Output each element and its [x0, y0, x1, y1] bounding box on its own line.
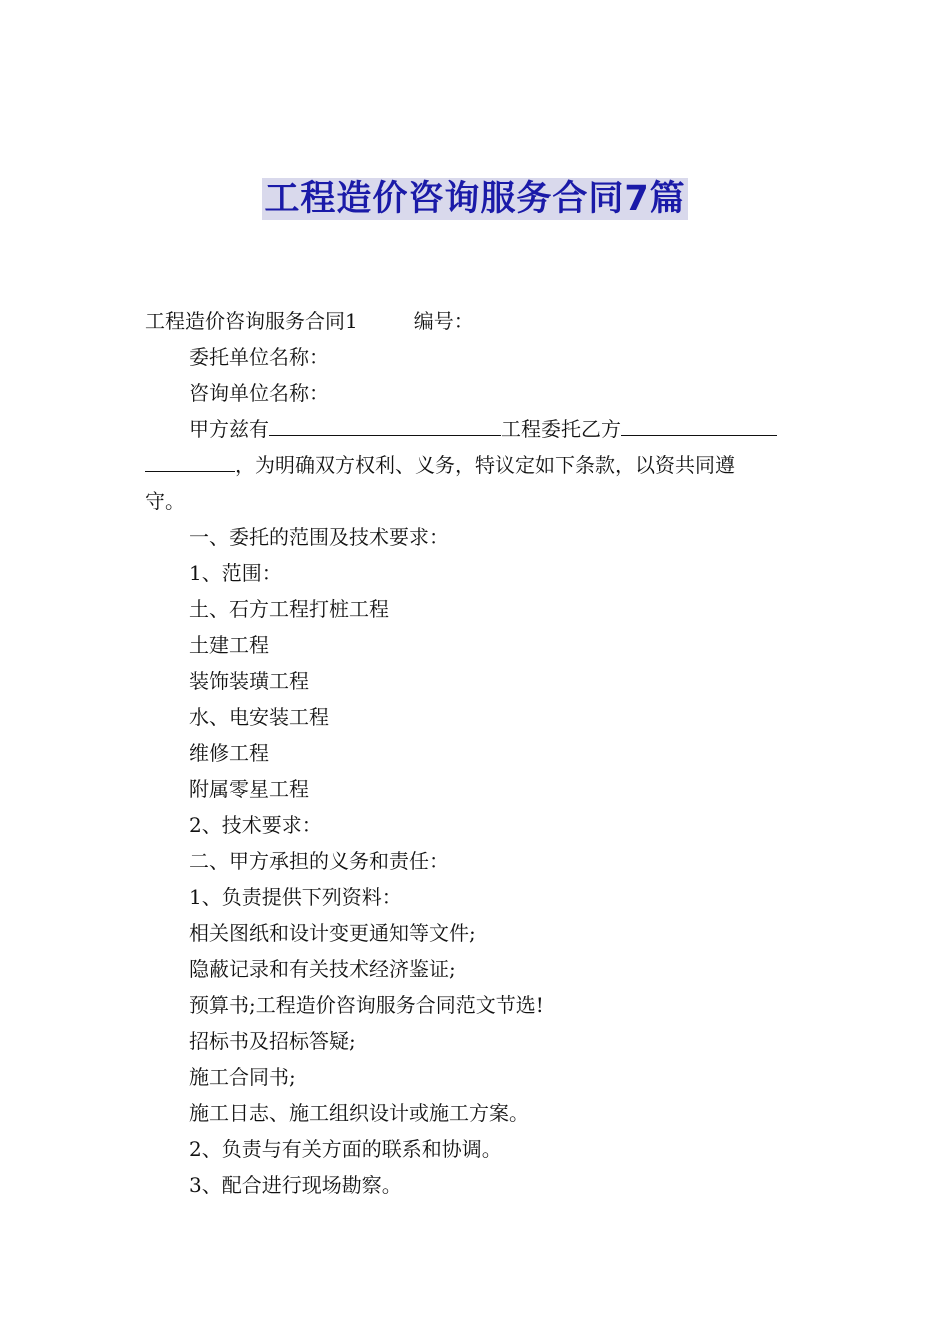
section-paragraph: 附属零星工程	[189, 777, 309, 801]
document-title: 工程造价咨询服务合同7篇	[264, 179, 686, 219]
client-field-label: 委托单位名称：	[189, 345, 329, 369]
document-body	[145, 303, 807, 1203]
section-paragraph: 1、范围：	[189, 561, 282, 585]
section-paragraph: 3、配合进行现场勘察。	[189, 1173, 402, 1197]
section-paragraph: 1、负责提供下列资料：	[189, 885, 402, 909]
section-paragraph: 土建工程	[189, 633, 269, 657]
section-paragraph: 施工日志、施工组织设计或施工方案。	[189, 1101, 529, 1125]
consultant-field-label: 咨询单位名称：	[189, 381, 329, 405]
section-paragraph: 装饰装璜工程	[189, 669, 309, 693]
party-b-blank	[621, 413, 777, 436]
intro-part-1: 甲方兹有	[189, 417, 269, 441]
intro-part-3: ，为明确双方权利、义务，特议定如下条款，以资共同遵	[235, 453, 735, 477]
section-paragraph: 隐蔽记录和有关技术经济鉴证;	[189, 957, 456, 981]
contract-heading-line	[145, 303, 807, 339]
intro-line-2	[145, 447, 807, 483]
section-paragraph: 施工合同书;	[189, 1065, 296, 1089]
section-paragraph: 二、甲方承担的义务和责任：	[189, 849, 449, 873]
intro-part-2: 工程委托乙方	[501, 417, 621, 441]
contract-name: 工程造价咨询服务合同1	[145, 309, 358, 333]
section-paragraph: 2、负责与有关方面的联系和协调。	[189, 1137, 502, 1161]
project-name-blank	[269, 413, 501, 436]
sections-list	[145, 519, 807, 1203]
section-paragraph: 维修工程	[189, 741, 269, 765]
section-paragraph: 一、委托的范围及技术要求：	[189, 525, 449, 549]
number-label: 编号：	[413, 309, 474, 333]
party-b-blank-continued	[145, 449, 235, 472]
section-paragraph: 水、电安装工程	[189, 705, 329, 729]
intro-line-1	[145, 411, 807, 447]
section-paragraph: 招标书及招标答疑;	[189, 1029, 356, 1053]
section-paragraph: 2、技术要求：	[189, 813, 322, 837]
section-paragraph: 土、石方工程打桩工程	[189, 597, 389, 621]
section-paragraph: 预算书;工程造价咨询服务合同范文节选!	[189, 993, 544, 1017]
heading-gap	[358, 303, 414, 339]
section-paragraph: 相关图纸和设计变更通知等文件;	[189, 921, 476, 945]
title-area	[0, 178, 950, 220]
intro-line-3: 守。	[145, 489, 185, 513]
